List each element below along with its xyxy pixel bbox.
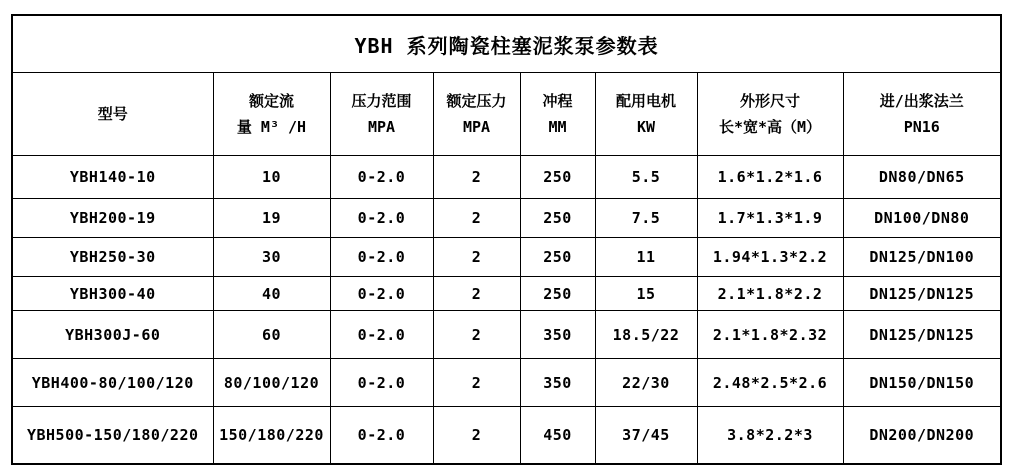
table-row [12, 199, 1001, 238]
header-line: PN16 [903, 118, 940, 136]
col-header-motor-power [595, 73, 697, 156]
cell-model: YBH200-19 [12, 199, 213, 238]
cell-rated-pressure: 2 [433, 238, 520, 277]
cell-stroke: 250 [520, 199, 595, 238]
cell-dimensions: 1.7*1.3*1.9 [697, 199, 843, 238]
cell-model: YBH140-10 [12, 156, 213, 199]
cell-flange: DN80/DN65 [843, 156, 1001, 199]
col-header-pressure-range [330, 73, 433, 156]
header-line: KW [636, 118, 656, 136]
cell-dimensions: 1.94*1.3*2.2 [697, 238, 843, 277]
cell-model: YBH250-30 [12, 238, 213, 277]
header-line: 外形尺寸 [739, 91, 800, 110]
cell-model: YBH400-80/100/120 [12, 359, 213, 407]
table-row [12, 156, 1001, 199]
cell-rated-pressure: 2 [433, 311, 520, 359]
cell-stroke: 250 [520, 277, 595, 311]
cell-dimensions: 2.1*1.8*2.32 [697, 311, 843, 359]
cell-stroke: 450 [520, 407, 595, 464]
cell-rated-pressure: 2 [433, 156, 520, 199]
cell-model: YBH500-150/180/220 [12, 407, 213, 464]
cell-motor-power: 5.5 [595, 156, 697, 199]
cell-rated-flow: 150/180/220 [213, 407, 330, 464]
cell-motor-power: 11 [595, 238, 697, 277]
header-line: 额定压力 [446, 91, 507, 110]
cell-pressure-range: 0-2.0 [330, 311, 433, 359]
cell-rated-pressure: 2 [433, 277, 520, 311]
header-line: 冲程 [542, 91, 573, 110]
col-header-model [12, 73, 213, 156]
table-row [12, 407, 1001, 464]
col-header-rated-pressure [433, 73, 520, 156]
page-title: YBH 系列陶瓷柱塞泥浆泵参数表 [12, 15, 1001, 73]
cell-flange: DN125/DN100 [843, 238, 1001, 277]
pump-parameters-table [11, 14, 1002, 465]
cell-rated-flow: 40 [213, 277, 330, 311]
header-line: 量 M³ /H [236, 118, 307, 136]
cell-pressure-range: 0-2.0 [330, 156, 433, 199]
cell-rated-flow: 19 [213, 199, 330, 238]
header-line: MM [548, 118, 567, 136]
cell-dimensions: 1.6*1.2*1.6 [697, 156, 843, 199]
cell-motor-power: 22/30 [595, 359, 697, 407]
cell-motor-power: 37/45 [595, 407, 697, 464]
cell-flange: DN125/DN125 [843, 277, 1001, 311]
col-header-stroke [520, 73, 595, 156]
cell-flange: DN200/DN200 [843, 407, 1001, 464]
header-line: 进/出浆法兰 [879, 91, 964, 110]
header-line: 长*宽*高（M） [718, 118, 822, 136]
cell-rated-pressure: 2 [433, 359, 520, 407]
cell-stroke: 350 [520, 311, 595, 359]
cell-rated-pressure: 2 [433, 407, 520, 464]
cell-rated-pressure: 2 [433, 199, 520, 238]
cell-flange: DN150/DN150 [843, 359, 1001, 407]
cell-stroke: 350 [520, 359, 595, 407]
col-header-flange [843, 73, 1001, 156]
header-line: 配用电机 [615, 91, 676, 110]
header-line: 额定流 [248, 91, 294, 110]
cell-stroke: 250 [520, 156, 595, 199]
cell-stroke: 250 [520, 238, 595, 277]
cell-dimensions: 3.8*2.2*3 [697, 407, 843, 464]
cell-motor-power: 15 [595, 277, 697, 311]
col-header-rated-flow [213, 73, 330, 156]
cell-rated-flow: 80/100/120 [213, 359, 330, 407]
cell-pressure-range: 0-2.0 [330, 238, 433, 277]
table-row [12, 277, 1001, 311]
header-row [12, 73, 1001, 156]
header-line: MPA [367, 118, 396, 136]
title-row [12, 15, 1001, 73]
cell-rated-flow: 60 [213, 311, 330, 359]
cell-pressure-range: 0-2.0 [330, 277, 433, 311]
cell-pressure-range: 0-2.0 [330, 359, 433, 407]
header-line: 压力范围 [351, 91, 412, 110]
header-line: 型号 [97, 104, 128, 123]
cell-motor-power: 7.5 [595, 199, 697, 238]
cell-model: YBH300-40 [12, 277, 213, 311]
cell-rated-flow: 30 [213, 238, 330, 277]
cell-dimensions: 2.48*2.5*2.6 [697, 359, 843, 407]
cell-flange: DN100/DN80 [843, 199, 1001, 238]
table-row [12, 238, 1001, 277]
cell-flange: DN125/DN125 [843, 311, 1001, 359]
table-row [12, 359, 1001, 407]
cell-dimensions: 2.1*1.8*2.2 [697, 277, 843, 311]
cell-rated-flow: 10 [213, 156, 330, 199]
cell-pressure-range: 0-2.0 [330, 407, 433, 464]
cell-pressure-range: 0-2.0 [330, 199, 433, 238]
header-line: MPA [462, 118, 491, 136]
table-row [12, 311, 1001, 359]
cell-model: YBH300J-60 [12, 311, 213, 359]
cell-motor-power: 18.5/22 [595, 311, 697, 359]
col-header-dimensions [697, 73, 843, 156]
